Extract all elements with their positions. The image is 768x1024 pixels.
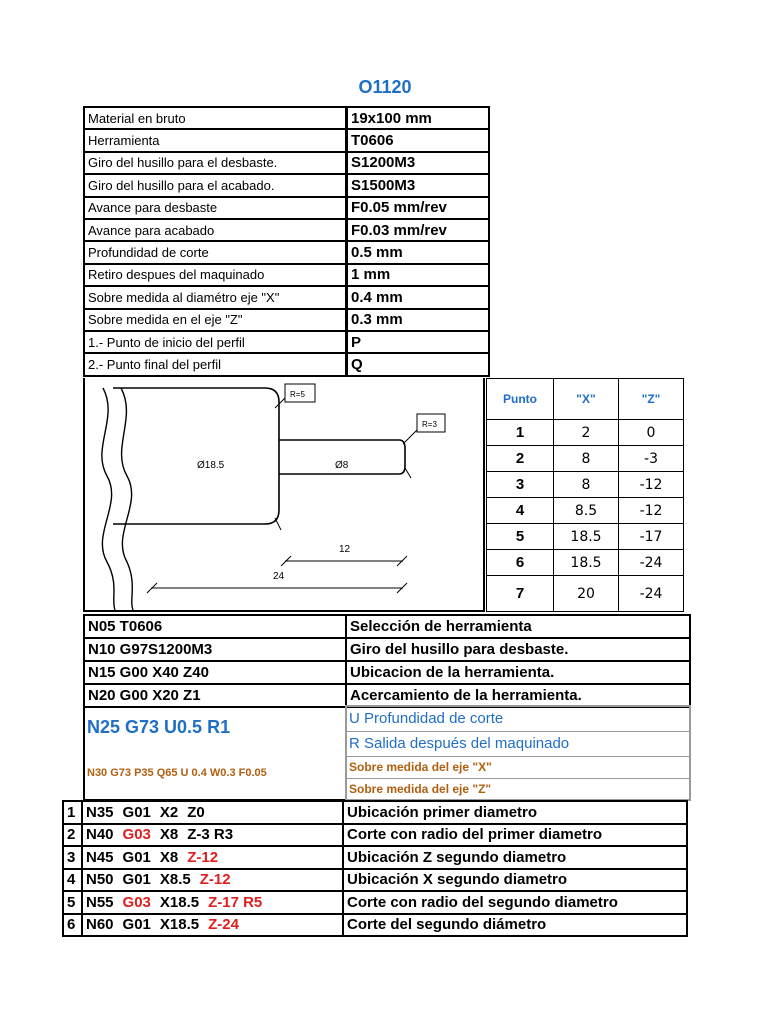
op-description: Selección de herramienta <box>346 615 690 638</box>
line-index: 1 <box>63 801 82 824</box>
param-value: 0.3 mm <box>347 309 490 331</box>
line-code: N35 G01 X2 Z0 <box>82 801 343 824</box>
line-index: 5 <box>63 891 82 914</box>
point-x: 20 <box>554 576 619 612</box>
break-line <box>121 388 133 610</box>
param-label: Giro del husillo para el desbaste. <box>84 152 347 174</box>
point-number: 2 <box>487 446 554 472</box>
table-row <box>63 846 687 869</box>
point-z: -12 <box>619 498 684 524</box>
param-label: Material en bruto <box>84 107 347 129</box>
table-row <box>84 107 489 129</box>
g73-block <box>83 705 345 801</box>
param-value: 19x100 mm <box>347 107 490 129</box>
line-description: Ubicación Z segundo diametro <box>343 846 687 869</box>
param-label: Sobre medida al diamétro eje "X" <box>84 286 347 308</box>
op-code: N05 T0606 <box>84 615 346 638</box>
table-row <box>63 801 687 824</box>
points-table <box>486 378 684 612</box>
table-row <box>84 684 690 707</box>
param-value: 1 mm <box>347 264 490 286</box>
op-code: N15 G00 X40 Z40 <box>84 661 346 684</box>
table-row <box>84 638 690 661</box>
line-index: 3 <box>63 846 82 869</box>
table-row <box>487 524 684 550</box>
g73-note: Sobre medida del eje "Z" <box>349 782 492 796</box>
param-value: S1500M3 <box>347 174 490 196</box>
table-row <box>84 219 489 241</box>
line-index: 2 <box>63 824 82 847</box>
part-drawing-svg <box>85 378 485 610</box>
line-description: Corte con radio del primer diametro <box>343 824 687 847</box>
length-short-label: 12 <box>339 544 351 555</box>
point-z: 0 <box>619 420 684 446</box>
g73-line-2: N30 G73 P35 Q65 U 0.4 W0.3 F0.05 <box>87 767 267 779</box>
param-value: F0.03 mm/rev <box>347 219 490 241</box>
point-x: 8 <box>554 472 619 498</box>
point-z: -3 <box>619 446 684 472</box>
line-code: N40 G03 X8 Z-3 R3 <box>82 824 343 847</box>
op-code: N20 G00 X20 Z1 <box>84 684 346 707</box>
op-code: N10 G97S1200M3 <box>84 638 346 661</box>
line-description: Corte del segundo diámetro <box>343 914 687 937</box>
operations-table <box>83 614 691 708</box>
point-z: -24 <box>619 576 684 612</box>
param-label: Profundidad de corte <box>84 241 347 263</box>
point-x: 2 <box>554 420 619 446</box>
line-code: N60 G01 X18.5 Z-24 <box>82 914 343 937</box>
break-line <box>102 388 115 610</box>
extension-mark <box>275 518 281 530</box>
table-row <box>487 498 684 524</box>
line-index: 6 <box>63 914 82 937</box>
point-number: 5 <box>487 524 554 550</box>
point-number: 6 <box>487 550 554 576</box>
table-row <box>63 914 687 937</box>
table-row <box>84 129 489 151</box>
radius-large-label: R=5 <box>290 390 305 399</box>
table-row <box>84 286 489 308</box>
length-long-label: 24 <box>273 571 285 582</box>
param-label: 1.- Punto de inicio del perfil <box>84 331 347 353</box>
point-number: 4 <box>487 498 554 524</box>
param-label: Giro del husillo para el acabado. <box>84 174 347 196</box>
table-row <box>487 472 684 498</box>
point-number: 1 <box>487 420 554 446</box>
param-value: T0606 <box>347 129 490 151</box>
op-description: Ubicacion de la herramienta. <box>346 661 690 684</box>
point-number: 3 <box>487 472 554 498</box>
point-number: 7 <box>487 576 554 612</box>
line-code: N50 G01 X8.5 Z-12 <box>82 869 343 892</box>
param-value: S1200M3 <box>347 152 490 174</box>
parameters-table <box>83 106 490 377</box>
diameter-large-label: Ø18.5 <box>197 460 225 471</box>
radius-small-label: R=3 <box>422 420 437 429</box>
table-row <box>63 824 687 847</box>
param-value: 0.4 mm <box>347 286 490 308</box>
diameter-small-label: Ø8 <box>335 460 349 471</box>
table-row <box>84 331 489 353</box>
profile-lines-table <box>62 800 688 937</box>
point-x: 18.5 <box>554 550 619 576</box>
point-z: -17 <box>619 524 684 550</box>
column-header: Punto <box>487 379 554 420</box>
op-description: Acercamiento de la herramienta. <box>346 684 690 707</box>
table-row <box>84 174 489 196</box>
program-title: O1120 <box>358 77 412 97</box>
point-x: 8 <box>554 446 619 472</box>
table-row <box>84 615 690 638</box>
extension-mark <box>405 468 411 478</box>
point-z: -12 <box>619 472 684 498</box>
column-header: "Z" <box>619 379 684 420</box>
param-label: Retiro despues del maquinado <box>84 264 347 286</box>
table-row <box>487 550 684 576</box>
point-x: 18.5 <box>554 524 619 550</box>
table-header-row <box>487 379 684 420</box>
line-index: 4 <box>63 869 82 892</box>
param-label: 2.- Punto final del perfil <box>84 353 347 375</box>
op-description: Giro del husillo para desbaste. <box>346 638 690 661</box>
table-row <box>84 152 489 174</box>
table-row <box>63 891 687 914</box>
g73-note: R Salida después del maquinado <box>347 732 689 757</box>
param-label: Herramienta <box>84 129 347 151</box>
leader-line <box>275 398 285 408</box>
column-header: "X" <box>554 379 619 420</box>
point-x: 8.5 <box>554 498 619 524</box>
table-row <box>487 446 684 472</box>
param-value: 0.5 mm <box>347 241 490 263</box>
param-label: Avance para acabado <box>84 219 347 241</box>
large-diameter-outline <box>113 388 279 524</box>
table-row <box>84 661 690 684</box>
table-row <box>84 197 489 219</box>
line-description: Corte con radio del segundo diametro <box>343 891 687 914</box>
table-row <box>84 241 489 263</box>
param-value: F0.05 mm/rev <box>347 197 490 219</box>
line-description: Ubicación primer diametro <box>343 801 687 824</box>
table-row <box>84 264 489 286</box>
g73-note: U Profundidad de corte <box>347 707 689 732</box>
point-z: -24 <box>619 550 684 576</box>
param-value: P <box>347 331 490 353</box>
table-row <box>84 353 489 375</box>
part-drawing <box>83 378 485 612</box>
table-row <box>487 576 684 612</box>
line-code: N45 G01 X8 Z-12 <box>82 846 343 869</box>
table-row <box>63 869 687 892</box>
line-code: N55 G03 X18.5 Z-17 R5 <box>82 891 343 914</box>
leader-line <box>403 430 417 444</box>
param-label: Sobre medida en el eje "Z" <box>84 309 347 331</box>
g73-note: Sobre medida del eje "X" <box>347 757 689 779</box>
param-value: Q <box>347 353 490 375</box>
g73-notes <box>345 705 691 801</box>
param-label: Avance para desbaste <box>84 197 347 219</box>
table-row <box>487 420 684 446</box>
g73-line-1: N25 G73 U0.5 R1 <box>87 717 231 737</box>
line-description: Ubicación X segundo diametro <box>343 869 687 892</box>
table-row <box>84 309 489 331</box>
